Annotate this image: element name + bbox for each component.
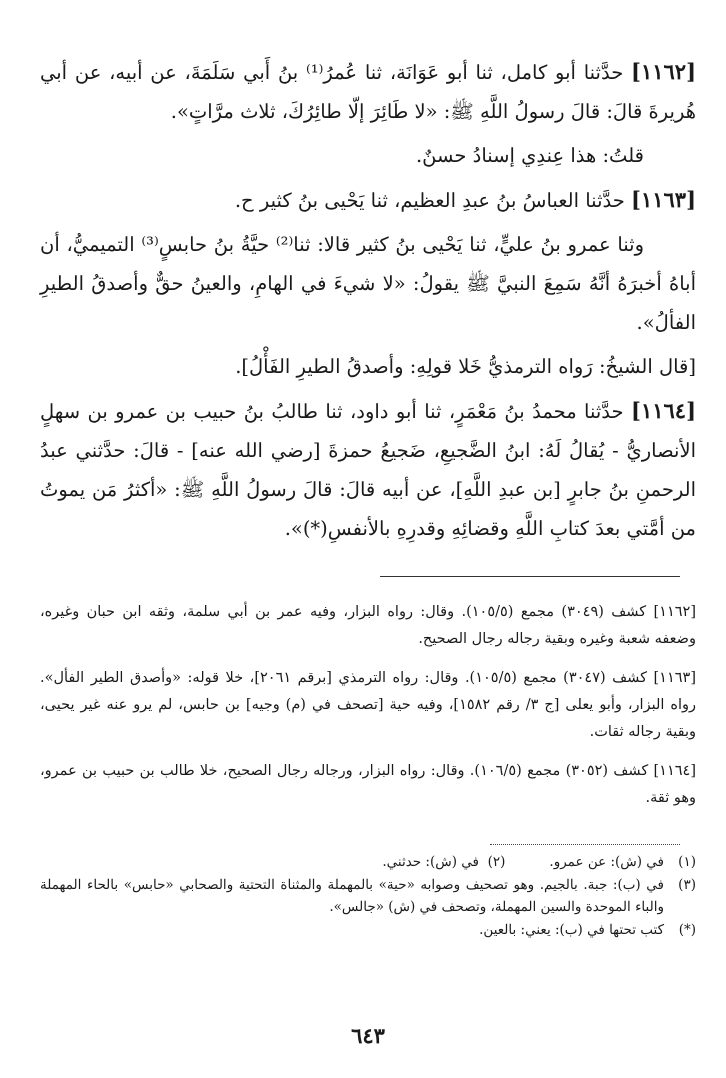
footnote-label: (٢) xyxy=(487,854,506,870)
hadith-text: وثنا عمرو بنُ عليٍّ، ثنا يَحْيى بنُ كثير قالا: ثنا⁽²⁾ حيَّةُ بنُ حابسٍ⁽³⁾ التميميُّ، أن أباهُ أخبرَهُ أنَّهُ سَمِعَ النبيَّ ﷺ يقولُ: «لا شيءَ في الهامِ، والعينُ حقٌّ وأصدقُ الطيرِ الفألُ». xyxy=(40,233,696,334)
takhrij-note-1164: [١١٦٤] كشف (٣٠٥٢) مجمع (١٠٦/٥). وقال: رواه البزار، ورجاله رجال الصحيح، خلا طالب بن حبيب بن عمرو، وهو ثقة. xyxy=(40,763,696,806)
footnote-star xyxy=(40,919,696,942)
footnote-text: في (ش): عن عمرو. xyxy=(549,854,664,870)
hadith-text: حدَّثنا محمدُ بنُ مَعْمَرٍ، ثنا أبو داود، ثنا طالبُ بنُ حبيب بن عمرو بن سهلٍ الأنصاريُّ - يُقالُ لَهُ: ابنُ الضَّجيعِ، ضَجيعُ حمزةَ [رضي الله عنه] - قالَ: حدَّثني عبدُ الرحمنِ بنُ جابرٍ [بن عبدِ اللَّهِ]، عن أبيه قالَ: قالَ رسولُ اللَّهِ ﷺ: «أكثرُ مَن يموتُ من أمَّتي بعدَ كتابِ اللَّهِ وقضائِهِ وقدرِهِ بالأنفسِ(*)». xyxy=(40,400,696,540)
hadith-number: [١١٦٤] xyxy=(631,398,696,423)
footnote-text: في (ش): حدثني. xyxy=(382,854,479,870)
hadith-1163-continuation xyxy=(40,225,696,342)
takhrij-note-1163: [١١٦٣] كشف (٣٠٤٧) مجمع (١٠٥/٥). وقال: رواه الترمذي [برقم ٢٠٦١]، خلا قوله: «وأصدق الطير الفأل». رواه البزار، وأبو يعلى [ج ٣/ رقم ١٥٨٢]، وفيه حية [تصحف في (م) وجيه] بن حابس، لم يرو عنه غير يحيى، وبقية رجاله ثقات. xyxy=(40,670,697,740)
footnote-3 xyxy=(40,874,696,919)
hadith-1163 xyxy=(40,180,696,220)
takhrij-note-1162: [١١٦٢] كشف (٣٠٤٩) مجمع (١٠٥/٥). وقال: رواه البزار، وفيه عمر بن أبي سلمة، وثقه ابن حبان وغيره، وضعفه شعبة وغيره وبقية رجاله رجال الصحيح. xyxy=(40,604,696,647)
footnote-label: (*) xyxy=(678,921,696,938)
hadith-number: [١١٦٢] xyxy=(631,59,696,84)
comment-text: [قال الشيخُ: رَواه الترمذيُّ خَلا قولِهِ: وأصدقُ الطيرِ الفَأْلُ]. xyxy=(235,355,696,378)
hadith-text: حدَّثنا أبو كامل، ثنا أبو عَوَانَة، ثنا عُمرُ⁽¹⁾ بنُ أَبي سَلَمَةَ، عن أبيه، عن أبي هُريرةَ قالَ: قالَ رسولُ اللَّهِ ﷺ: «لا طَائِرَ إلّا طائِرُكَ، ثلاث مرَّاتٍ». xyxy=(40,61,696,123)
footnote-text: في (ب): جبة. بالجيم. وهو تصحيف وصوابه «حية» بالمهملة والمثناة التحتية والصحابي «حابس» بالحاء المهملة والباء الموحدة والسين المهملة، وتصحف في (ش) «جالس». xyxy=(40,876,664,915)
hadith-number: [١١٦٣] xyxy=(631,187,696,212)
footnote-label: (١) xyxy=(678,854,696,870)
comment-text: قلتُ: هذا عِندِي إسنادُ حسنٌ. xyxy=(415,144,644,167)
hadith-text: حدَّثنا العباسُ بنُ عبدِ العظيم، ثنا يَحْيى بنُ كثير ح. xyxy=(234,189,631,212)
sheikh-comment xyxy=(40,347,696,386)
hadith-1164 xyxy=(40,391,696,548)
page-number: ٦٤٣ xyxy=(351,1023,385,1048)
footnote-text: كتب تحتها في (ب): يعني: بالعين. xyxy=(479,921,664,938)
author-comment xyxy=(40,136,696,175)
notes-divider xyxy=(380,576,680,577)
document-page xyxy=(40,52,696,1078)
footnotes-divider xyxy=(490,844,680,845)
footnote-1-2 xyxy=(40,851,696,874)
footnote-label: (٣) xyxy=(678,876,696,893)
hadith-1162 xyxy=(40,52,696,131)
